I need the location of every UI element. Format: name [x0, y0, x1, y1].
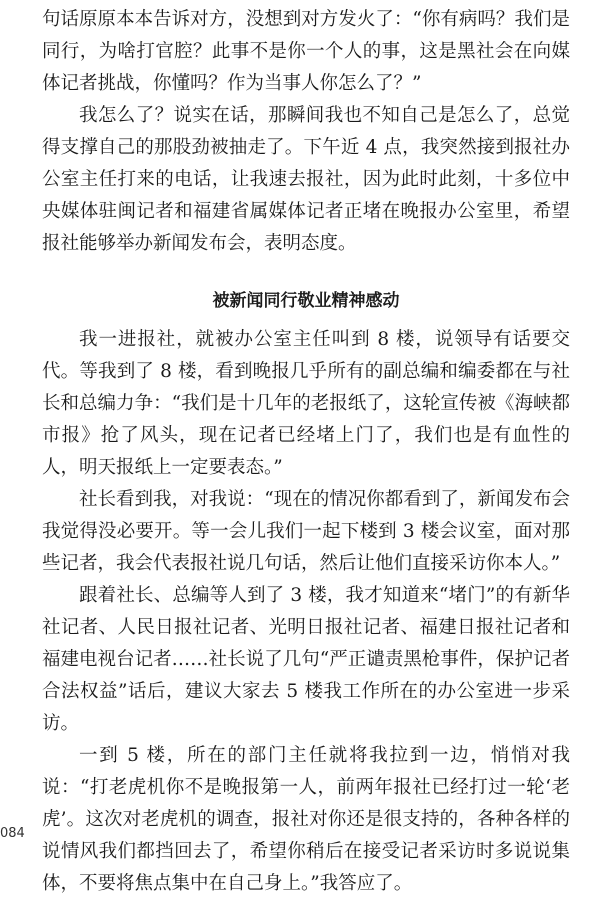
- page-number: 084: [0, 826, 25, 841]
- book-page: [42, 4, 570, 900]
- body-paragraph: 社长看到我，对我说：“现在的情况你都看到了，新闻发布会我觉得没必要开。等一会儿我们一起下楼到 3 楼会议室，面对那些记者，我会代表报社说几句话，然后让他们直接采访你本人。”: [42, 489, 570, 574]
- section-heading: 被新闻同行敬业精神感动: [212, 291, 400, 311]
- body-paragraph: 我一进报社，就被办公室主任叫到 8 楼，说领导有话要交代。等我到了 8 楼，看到晚报几乎所有的副总编和编委都在与社长和总编力争：“我们是十几年的老报纸了，这轮宣传被《海峡都市报》抢了风头，现在记者已经堵上门了，我们也是有血性的人，明天报纸上一定要表态。”: [42, 329, 570, 478]
- body-paragraph: 我怎么了？说实在话，那瞬间我也不知自己是怎么了，总觉得支撑自己的那股劲被抽走了。下午近 4 点，我突然接到报社办公室主任打来的电话，让我速去报社，因为此时此刻，十多位中央媒体驻闽记者和福建省属媒体记者正堵在晚报办公室里，希望报社能够举办新闻发布会，表明态度。: [42, 105, 570, 254]
- body-paragraph: 跟着社长、总编等人到了 3 楼，我才知道来“堵门”的有新华社记者、人民日报社记者、光明日报社记者、福建日报社记者和福建电视台记者……社长说了几句“严正谴责黑枪事件，保护记者合法权益”话后，建议大家去 5 楼我工作所在的办公室进一步采访。: [42, 585, 570, 734]
- body-paragraph: 句话原原本本告诉对方，没想到对方发火了：“你有病吗？我们是同行，为啥打官腔？此事不是你一个人的事，这是黑社会在向媒体记者挑战，你懂吗？作为当事人你怎么了？”: [42, 9, 570, 94]
- body-paragraph: 一到 5 楼，所在的部门主任就将我拉到一边，悄悄对我说：“打老虎机你不是晚报第一人，前两年报社已经打过一轮‘老虎’。这次对老虎机的调查，报社对你还是很支持的，各种各样的说情风我们都挡回去了，希望你稍后在接受记者采访时多说说集体，不要将焦点集中在自己身上。”我答应了。: [42, 745, 570, 894]
